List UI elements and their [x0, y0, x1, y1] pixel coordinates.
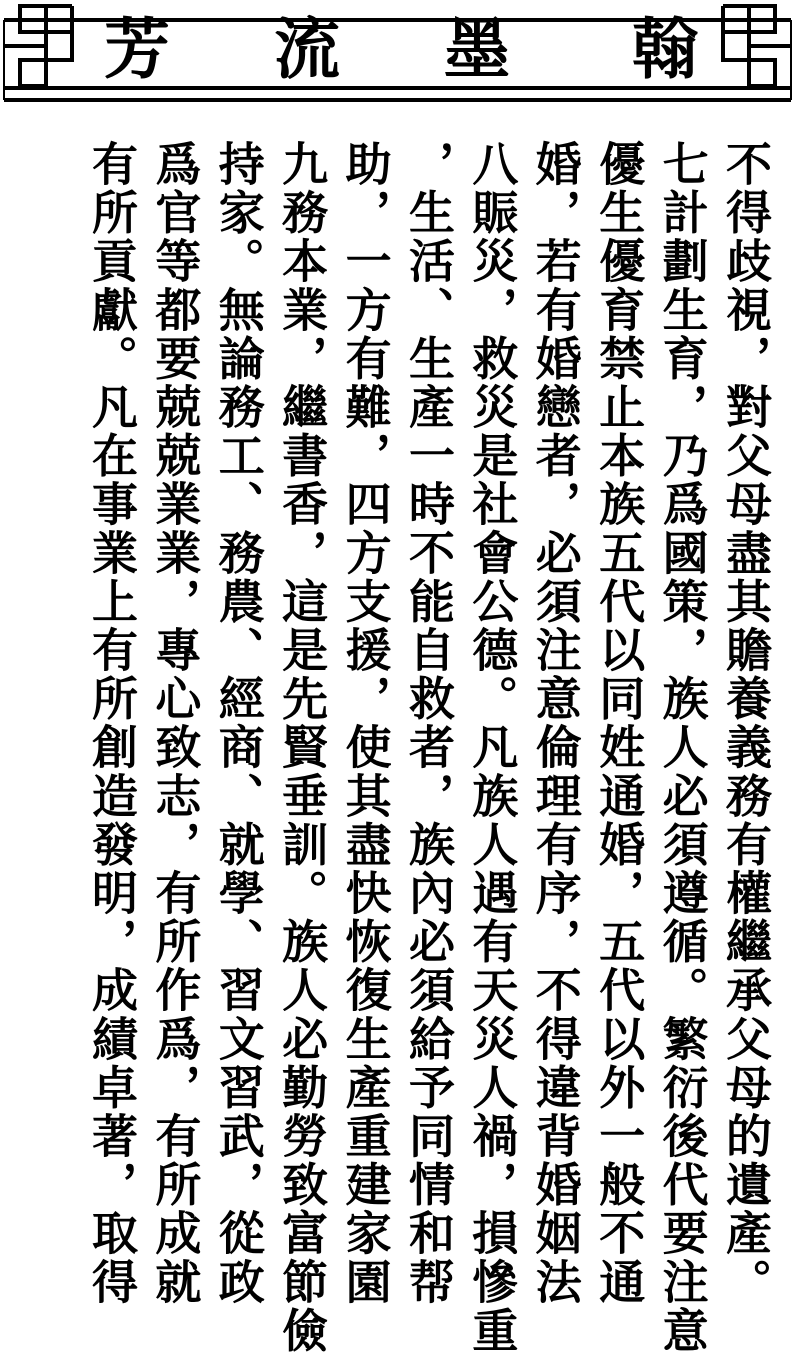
vertical-body-text — [80, 140, 777, 1355]
title-char-2: 墨 — [444, 10, 510, 88]
text-column-5: 八賑災，救災是社會公德。凡族人遇有天災人禍，損慘重 — [465, 140, 520, 1355]
text-column-1: 不得歧視，對父母盡其贍養義務有權繼承父母的遺產。 — [719, 140, 773, 1307]
text-column-7: 助，一方有難，四方支援，使其盡快恢復生產重建家園 — [338, 140, 393, 1307]
title-char-3: 流 — [274, 10, 340, 88]
text-column-2: 七計劃生育，乃爲國策，族人必須遵循。繁衍後代要注意 — [655, 140, 710, 1355]
text-column-9: 持家。無論務工、務農、經商、就學、習文習武，從政 — [211, 140, 266, 1307]
text-column-4: 婚，若有婚戀者，必須注意倫理有序，不得違背婚姻法 — [528, 140, 583, 1307]
text-column-10: 爲官等都要兢兢業業，專心致志，有所作爲，有所成就 — [148, 140, 203, 1307]
text-column-6: ，生活、生產一時不能自救者，族內必須給予同情和帮 — [401, 140, 456, 1307]
title-banner — [0, 0, 795, 118]
text-column-3: 優生優育禁止本族五代以同姓通婚，五代以外一般不通 — [592, 140, 647, 1307]
title-char-4: 芳 — [104, 10, 170, 88]
title-char-1: 翰 — [632, 10, 698, 88]
text-column-11: 有所貢獻。凡在事業上有所創造發明，成績卓著，取得 — [84, 140, 139, 1307]
text-column-8: 九務本業，繼書香，這是先賢垂訓。族人必勤勞致富節儉 — [275, 140, 330, 1355]
